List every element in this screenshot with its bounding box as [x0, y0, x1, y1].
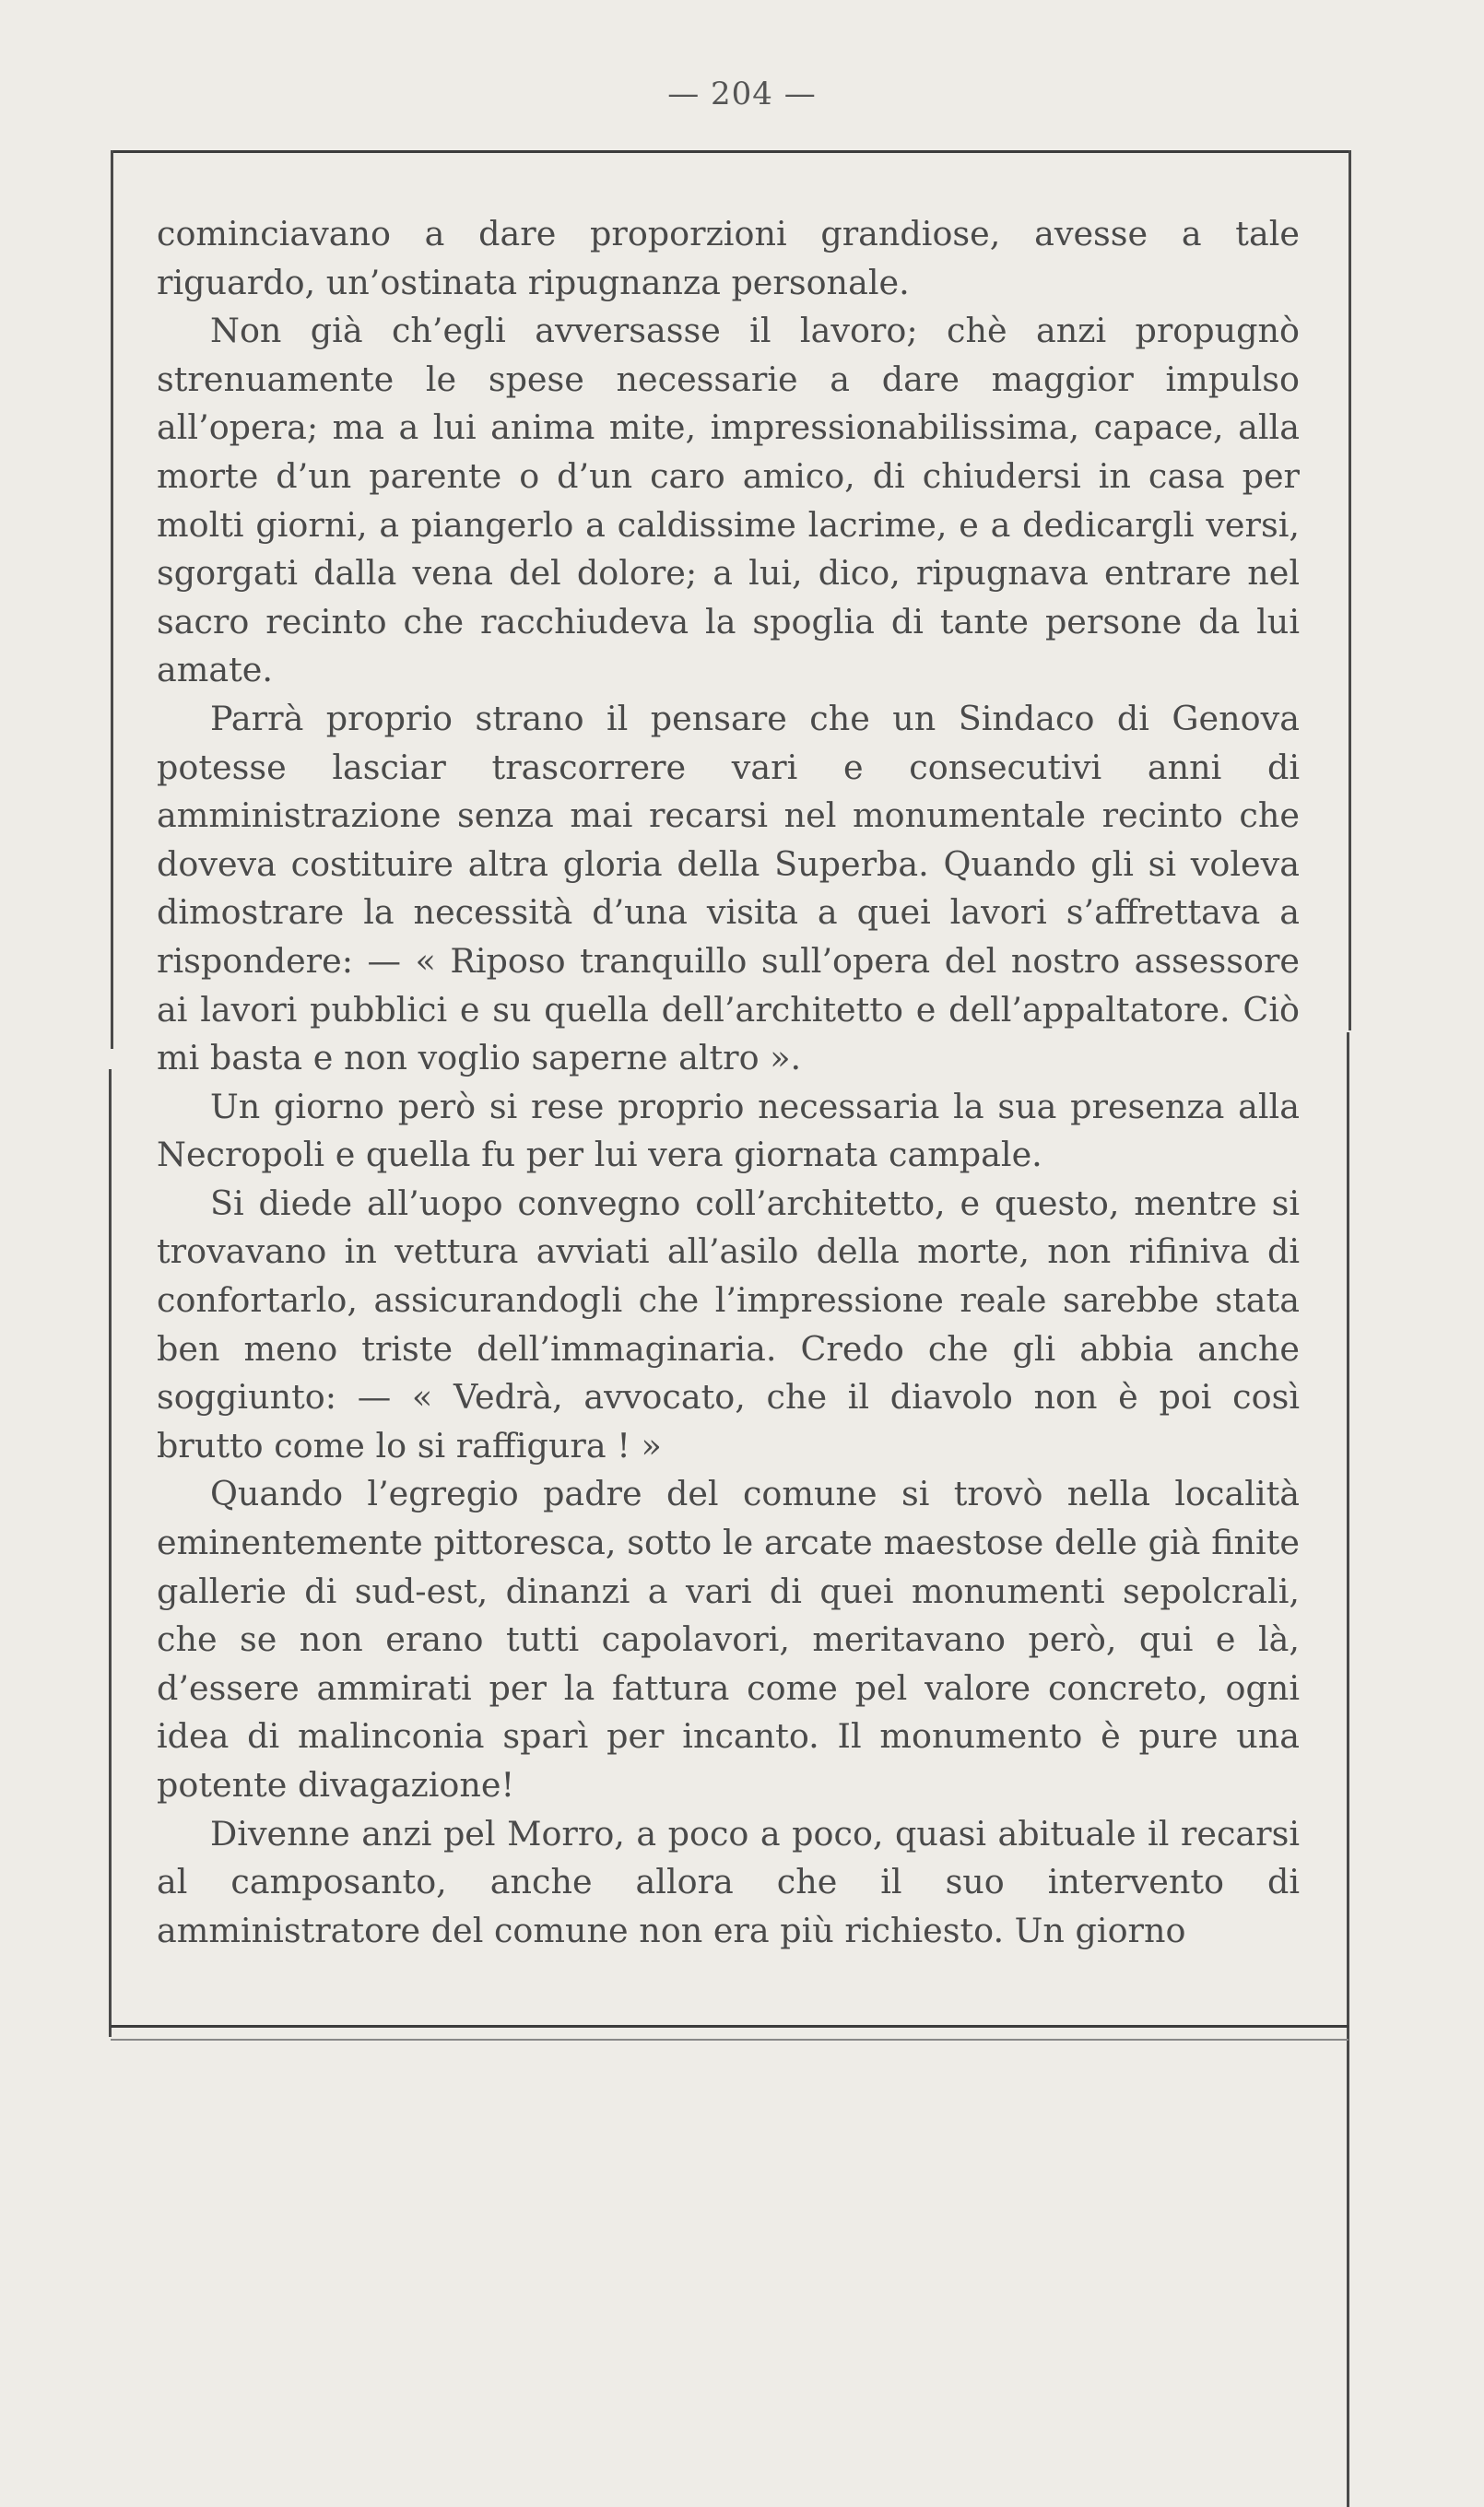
bottom-border-rule [111, 2025, 1349, 2028]
paragraph: Parrà proprio strano il pensare che un Sindaco di Genova potesse lasciar trascorrere vari e consecutivi anni di amministrazione senza mai recarsi nel monumentale recinto che doveva costituire altra gloria della Superba. Quando gli si voleva dimostrare la necessità d’una visita a quei lavori s’affrettava a rispondere: — « Riposo tranquillo sull’opera del nostro assessore ai lavori pubblici e su quella dell’architetto e dell’appaltatore. Ciò mi basta e non voglio saperne altro ». [157, 698, 1300, 1078]
body-text [157, 210, 1300, 1955]
right-border-rule-lower [1347, 1032, 1349, 2507]
page-number: — 204 — [667, 76, 817, 112]
paragraph: cominciavano a dare proporzioni grandiose, avesse a tale riguardo, un’ostinata ripugnanza personale. [157, 214, 1300, 302]
paragraph: Non già ch’egli avversasse il lavoro; chè anzi propugnò strenuamente le spese necessarie a dare maggior impulso all’opera; ma a lui anima mite, impressionabilissima, capace, alla morte d’un parente o d’un caro amico, di chiudersi in casa per molti giorni, a piangerlo a caldissime lacrime, e a dedicargli versi, sgorgati dalla vena del dolore; a lui, dico, ripugnava entrare nel sacro recinto che racchiudeva la spoglia di tante persone da lui amate. [157, 311, 1300, 690]
paragraph: Un giorno però si rese proprio necessaria la sua presenza alla Necropoli e quella fu per lui vera giornata campale. [157, 1086, 1300, 1175]
right-border-rule [1349, 150, 1351, 1030]
paragraph: Divenne anzi pel Morro, a poco a poco, quasi abituale il recarsi al camposanto, anche allora che il suo intervento di amministratore del comune non era più richiesto. Un giorno [157, 1813, 1300, 1950]
top-border-rule [111, 150, 1350, 153]
bottom-border-rule-secondary [111, 2039, 1349, 2041]
left-border-rule [111, 150, 113, 1049]
paragraph: Si diede all’uopo convegno coll’architetto, e questo, mentre si trovavano in vettura avviati all’asilo della morte, non rifiniva di confortarlo, assicurandogli che l’impressione reale sarebbe stata ben meno triste dell’immaginaria. Credo che gli abbia anche soggiunto: — « Vedrà, avvocato, che il diavolo non è poi così brutto come lo si raffigura ! » [157, 1183, 1300, 1465]
left-border-rule-lower [109, 1069, 112, 2037]
paragraph: Quando l’egregio padre del comune si trovò nella località eminentemente pittoresca, sotto le arcate maestose delle già finite gallerie di sud-est, dinanzi a vari di quei monumenti sepolcrali, che se non erano tutti capolavori, meritavano però, qui e là, d’essere ammirati per la fattura come pel valore concreto, ogni idea di malinconia sparì per incanto. Il monumento è pure una potente divagazione! [157, 1474, 1300, 1805]
